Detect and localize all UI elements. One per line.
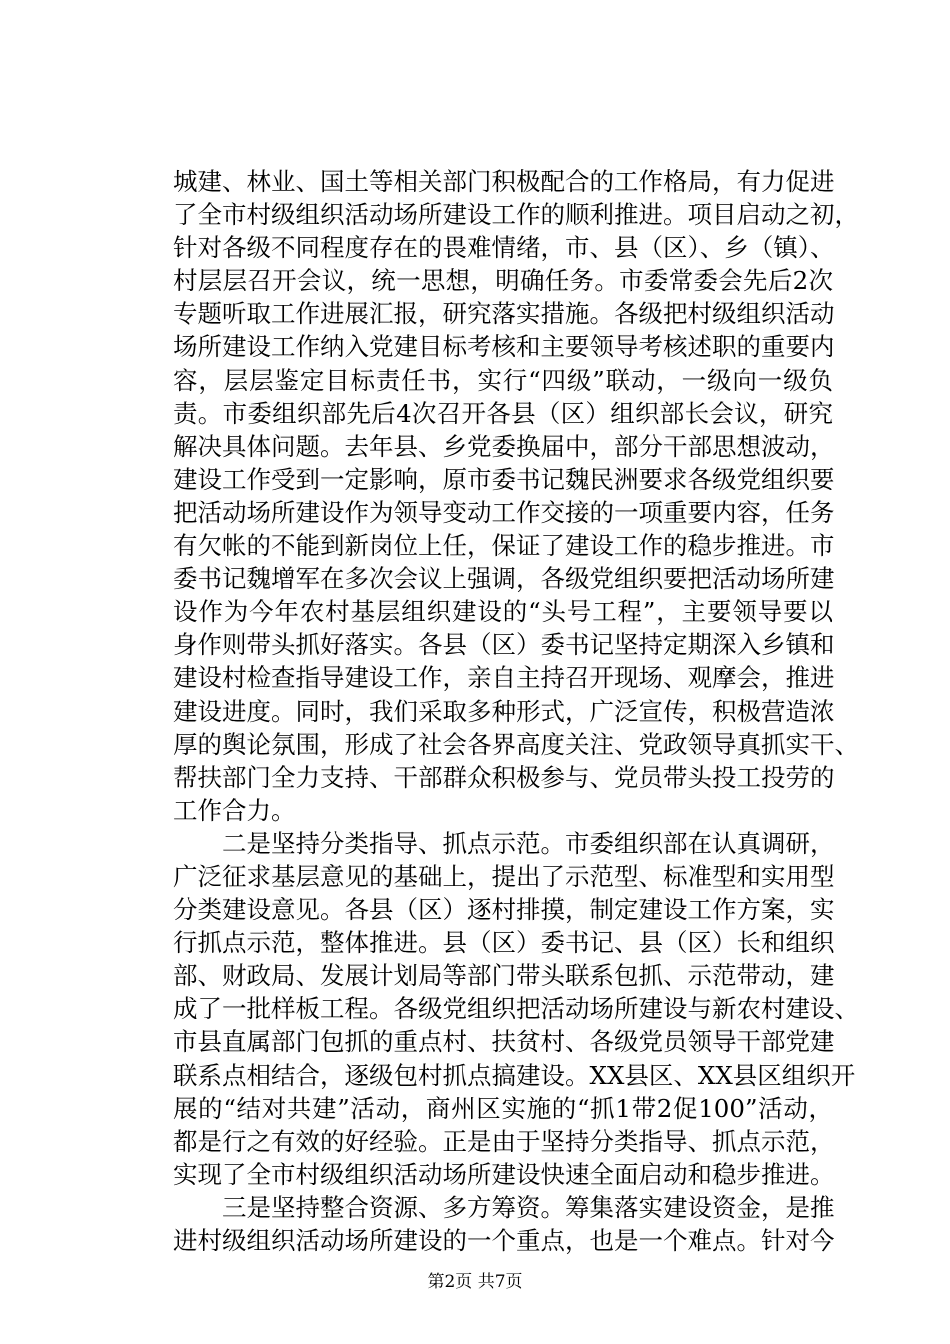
text-line: 市县直属部门包抓的重点村、扶贫村、各级党员领导干部党建 xyxy=(173,1027,835,1057)
text-line: 工作合力。 xyxy=(173,795,296,825)
text-line: 场所建设工作纳入党建目标考核和主要领导考核述职的重要内 xyxy=(173,332,835,362)
text-line: 展的“结对共建”活动，商州区实施的“抓1带2促100”活动， xyxy=(173,1093,833,1123)
text-line: 建设工作受到一定影响，原市委书记魏民洲要求各级党组织要 xyxy=(173,464,835,494)
text-line: 三是坚持整合资源、多方筹资。筹集落实建设资金，是推 xyxy=(173,1192,835,1222)
text-line: 村层层召开会议，统一思想，明确任务。市委常委会先后2次 xyxy=(173,266,833,296)
text-line: 进村级组织活动场所建设的一个重点，也是一个难点。针对今 xyxy=(173,1226,835,1255)
text-line: 容，层层鉴定目标责任书，实行“四级”联动，一级向一级负 xyxy=(173,365,833,395)
text-line: 委书记魏增军在多次会议上强调，各级党组织要把活动场所建 xyxy=(173,564,835,594)
text-line: 专题听取工作进展汇报，研究落实措施。各级把村级组织活动 xyxy=(173,299,835,329)
text-line: 实现了全市村级组织活动场所建设快速全面启动和稳步推进。 xyxy=(173,1159,835,1189)
body-text xyxy=(173,165,859,1257)
text-line: 建设村检查指导建设工作，亲自主持召开现场、观摩会，推进 xyxy=(173,663,835,693)
text-line: 帮扶部门全力支持、干部群众积极参与、党员带头投工投劳的 xyxy=(173,762,835,792)
text-line: 责。市委组织部先后4次召开各县（区）组织部长会议，研究 xyxy=(173,398,833,428)
text-line: 分类建设意见。各县（区）逐村排摸，制定建设工作方案，实 xyxy=(173,895,835,925)
text-line: 行抓点示范，整体推进。县（区）委书记、县（区）长和组织 xyxy=(173,928,835,958)
page-footer: 第2页 共7页 xyxy=(427,1272,523,1292)
text-line: 厚的舆论氛围，形成了社会各界高度关注、党政领导真抓实干、 xyxy=(173,729,859,759)
text-line: 建设进度。同时，我们采取多种形式，广泛宣传，积极营造浓 xyxy=(173,696,835,726)
text-line: 了全市村级组织活动场所建设工作的顺利推进。项目启动之初， xyxy=(173,200,859,230)
text-line: 广泛征求基层意见的基础上，提出了示范型、标准型和实用型 xyxy=(173,861,835,891)
text-line: 针对各级不同程度存在的畏难情绪，市、县（区）、乡（镇）、 xyxy=(173,233,835,263)
text-line: 身作则带头抓好落实。各县（区）委书记坚持定期深入乡镇和 xyxy=(173,630,835,660)
text-line: 都是行之有效的好经验。正是由于坚持分类指导、抓点示范， xyxy=(173,1126,835,1156)
text-line: 有欠帐的不能到新岗位上任，保证了建设工作的稳步推进。市 xyxy=(173,531,835,561)
text-line: 城建、林业、国土等相关部门积极配合的工作格局，有力促进 xyxy=(173,167,835,196)
text-line: 联系点相结合，逐级包村抓点搞建设。XX县区、XX县区组织开 xyxy=(173,1060,856,1090)
text-line: 部、财政局、发展计划局等部门带头联系包抓、示范带动，建 xyxy=(173,961,835,991)
text-line: 二是坚持分类指导、抓点示范。市委组织部在认真调研， xyxy=(173,828,835,858)
text-line: 成了一批样板工程。各级党组织把活动场所建设与新农村建设、 xyxy=(173,994,859,1024)
text-line: 设作为今年农村基层组织建设的“头号工程”，主要领导要以 xyxy=(173,597,833,627)
text-line: 解决具体问题。去年县、乡党委换届中，部分干部思想波动， xyxy=(173,431,835,461)
text-line: 把活动场所建设作为领导变动工作交接的一项重要内容，任务 xyxy=(173,497,835,527)
